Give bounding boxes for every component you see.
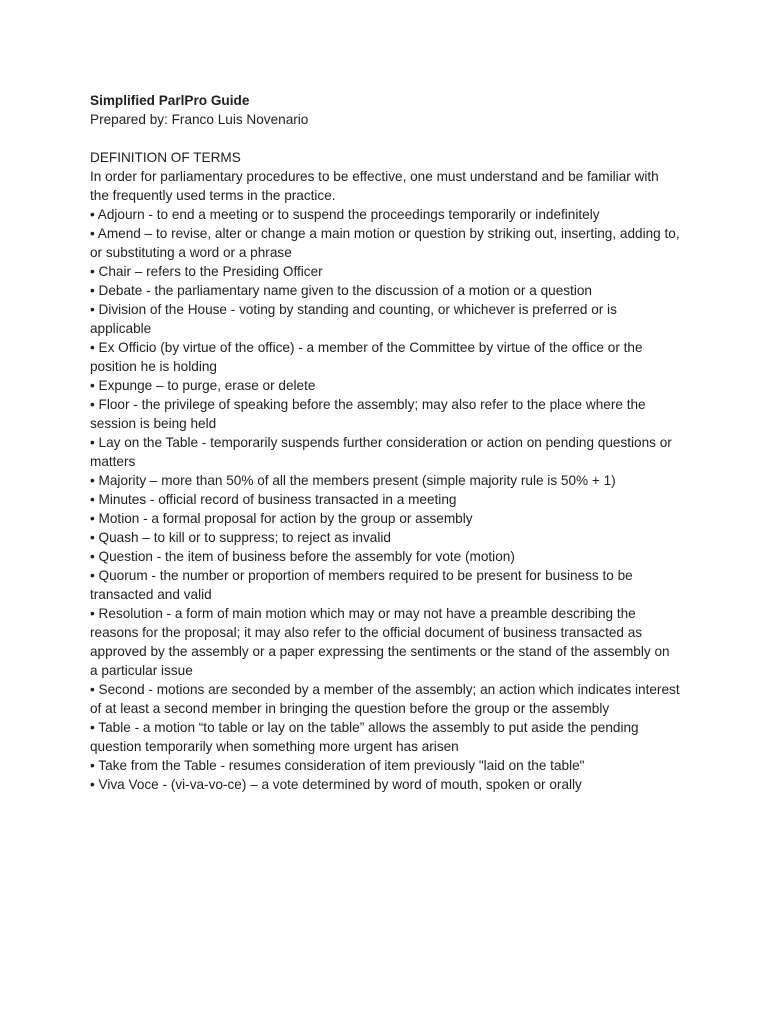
term-resolution: • Resolution - a form of main motion which may or may not have a preamble describing the reasons for the proposal; it may also refer to the official document of business transacted as approved by the assembly or a paper expressing the sentiments or the stand of the assembly on a particular issue [90,606,670,678]
term-second: • Second - motions are seconded by a member of the assembly; an action which indicates interest of at least a second member in bringing the question before the group or the assembly [90,682,680,716]
term-take-from-the-table: • Take from the Table - resumes consideration of item previously "laid on the table" [90,758,585,773]
prepared-by: Prepared by: Franco Luis Novenario [90,112,309,127]
term-ex-officio: • Ex Officio (by virtue of the office) - a member of the Committee by virtue of the office or the position he is holding [90,340,643,374]
term-floor: • Floor - the privilege of speaking before the assembly; may also refer to the place where the session is being held [90,397,646,431]
terms-list [90,205,680,794]
term-division-of-the-house: • Division of the House - voting by standing and counting, or whichever is preferred or is applicable [90,302,617,336]
term-debate: • Debate - the parliamentary name given to the discussion of a motion or a question [90,283,592,298]
term-expunge: • Expunge – to purge, erase or delete [90,378,316,393]
term-quorum: • Quorum - the number or proportion of members required to be present for business to be transacted and valid [90,568,633,602]
term-viva-voce: • Viva Voce - (vi-va-vo-ce) – a vote determined by word of mouth, spoken or orally [90,777,582,792]
section-heading: DEFINITION OF TERMS [90,150,241,165]
term-question: • Question - the item of business before the assembly for vote (motion) [90,549,515,564]
term-lay-on-the-table: • Lay on the Table - temporarily suspends further consideration or action on pending questions or matters [90,435,672,469]
blank-line [90,129,680,148]
term-chair: • Chair – refers to the Presiding Officer [90,264,323,279]
intro-paragraph: In order for parliamentary procedures to be effective, one must understand and be familiar with the frequently used terms in the practice. [90,169,659,203]
term-minutes: • Minutes - official record of business transacted in a meeting [90,492,457,507]
term-amend: • Amend – to revise, alter or change a main motion or question by striking out, inserting, adding to, or substituting a word or a phrase [90,226,680,260]
term-motion: • Motion - a formal proposal for action by the group or assembly [90,511,473,526]
term-quash: • Quash – to kill or to suppress; to reject as invalid [90,530,391,545]
term-adjourn: • Adjourn - to end a meeting or to suspend the proceedings temporarily or indefinitely [90,207,600,222]
document-page [90,91,680,794]
term-table: • Table - a motion “to table or lay on the table” allows the assembly to put aside the pending question temporarily when something more urgent has arisen [90,720,639,754]
term-majority: • Majority – more than 50% of all the members present (simple majority rule is 50% + 1) [90,473,616,488]
document-title: Simplified ParlPro Guide [90,93,250,108]
